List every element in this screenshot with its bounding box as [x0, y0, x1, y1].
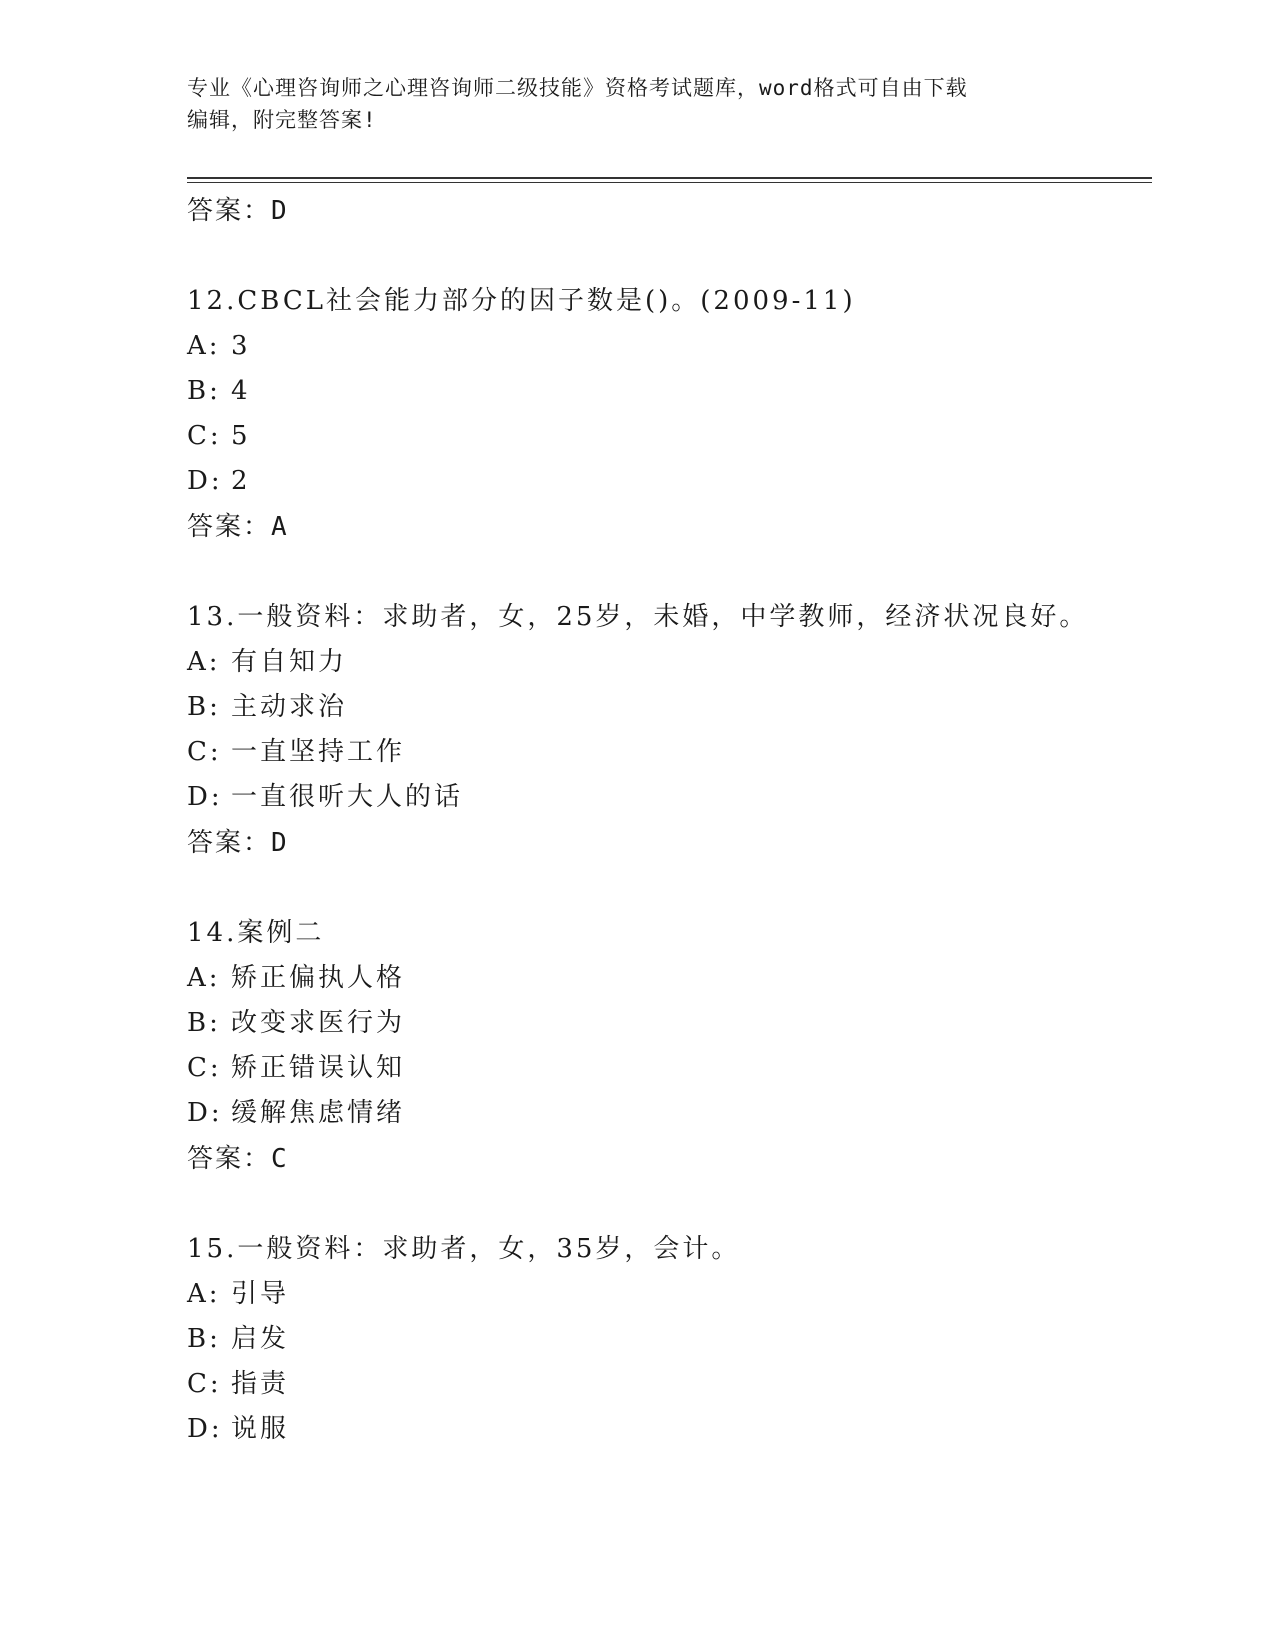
- option-b: [187, 685, 1152, 730]
- option-text: 4: [231, 376, 251, 406]
- option-letter: B:: [187, 692, 221, 722]
- option-letter: C:: [187, 1053, 222, 1083]
- header-line-1: 专业《心理咨询师之心理咨询师二级技能》资格考试题库，word格式可自由下载: [187, 76, 968, 100]
- option-letter: D:: [187, 782, 223, 812]
- option-b: [187, 1317, 1152, 1362]
- option-text: 缓解焦虑情绪: [231, 1098, 406, 1128]
- option-d: [187, 775, 1152, 820]
- option-a: [187, 640, 1152, 685]
- option-text: 矫正偏执人格: [231, 963, 406, 993]
- option-text: 说服: [231, 1414, 290, 1444]
- header-divider-thin: [187, 182, 1152, 183]
- option-text: 指责: [231, 1369, 290, 1399]
- option-letter: C:: [187, 1369, 222, 1399]
- option-letter: D:: [187, 1098, 223, 1128]
- option-d: [187, 1091, 1152, 1136]
- option-text: 主动求治: [231, 692, 348, 722]
- question-list: [187, 188, 1152, 1452]
- option-d: [187, 1407, 1152, 1452]
- answer-line: 答案：A: [187, 512, 289, 542]
- option-letter: C:: [187, 737, 222, 767]
- answer-line: 答案：D: [187, 196, 289, 226]
- option-a: [187, 1272, 1152, 1317]
- document-header: [187, 72, 1087, 136]
- option-a: [187, 324, 1152, 369]
- option-text: 启发: [231, 1324, 290, 1354]
- header-divider-thick: [187, 177, 1152, 179]
- option-text: 有自知力: [231, 647, 348, 677]
- option-c: [187, 414, 1152, 459]
- option-letter: D:: [187, 466, 223, 496]
- option-letter: A:: [187, 331, 221, 361]
- option-letter: A:: [187, 963, 221, 993]
- option-a: [187, 956, 1152, 1001]
- option-text: 5: [231, 421, 251, 451]
- option-c: [187, 1362, 1152, 1407]
- option-text: 矫正错误认知: [231, 1053, 406, 1083]
- option-text: 3: [231, 331, 251, 361]
- question-block: [187, 910, 1152, 1182]
- question-stem: 14.案例二: [187, 918, 325, 948]
- option-c: [187, 1046, 1152, 1091]
- option-letter: B:: [187, 1008, 221, 1038]
- option-letter: A:: [187, 1279, 221, 1309]
- option-letter: C:: [187, 421, 222, 451]
- question-block: [187, 594, 1152, 866]
- option-text: 一直坚持工作: [231, 737, 406, 767]
- option-b: [187, 369, 1152, 414]
- option-text: 引导: [231, 1279, 290, 1309]
- option-text: 改变求医行为: [231, 1008, 406, 1038]
- header-line-2: 编辑，附完整答案!: [187, 108, 377, 132]
- option-c: [187, 730, 1152, 775]
- option-letter: D:: [187, 1414, 223, 1444]
- question-stem: 12.CBCL社会能力部分的因子数是()。(2009-11): [187, 286, 856, 316]
- option-text: 一直很听大人的话: [231, 782, 464, 812]
- option-b: [187, 1001, 1152, 1046]
- option-letter: B:: [187, 376, 221, 406]
- question-block: [187, 1226, 1152, 1452]
- option-text: 2: [231, 466, 251, 496]
- question-stem: 13.一般资料：求助者，女，25岁，未婚，中学教师，经济状况良好。: [187, 602, 1089, 632]
- option-d: [187, 459, 1152, 504]
- answer-line: 答案：D: [187, 828, 289, 858]
- answer-line: 答案：C: [187, 1144, 289, 1174]
- option-letter: B:: [187, 1324, 221, 1354]
- question-stem: 15.一般资料：求助者，女，35岁，会计。: [187, 1234, 741, 1264]
- option-letter: A:: [187, 647, 221, 677]
- question-block: [187, 278, 1152, 550]
